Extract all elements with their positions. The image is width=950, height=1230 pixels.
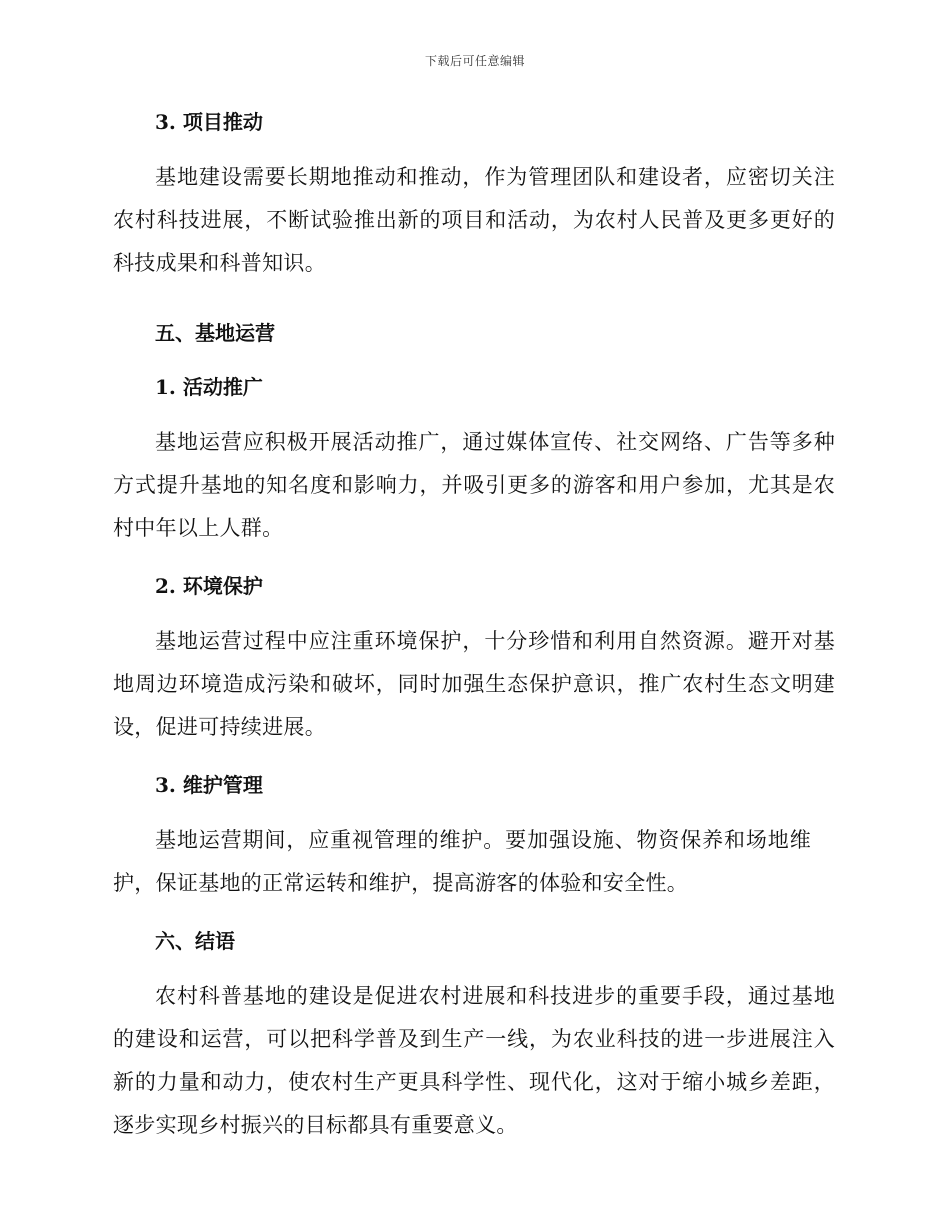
section-paragraph: 农村科普基地的建设是促进农村进展和科技进步的重要手段，通过基地的建设和运营，可以把科学普及到生产一线，为农业科技的进一步进展注入新的力量和动力，使农村生产更具科学性、现代化，这对于缩小城乡差距，逐步实现乡村振兴的目标都具有重要意义。 [113, 984, 835, 1137]
chapter-heading: 五、基地运营 [155, 321, 275, 345]
section-conclusion [113, 927, 835, 1147]
section-paragraph: 基地运营期间，应重视管理的维护。要加强设施、物资保养和场地维护，保证基地的正常运转和维护，提高游客的体验和安全性。 [113, 828, 811, 895]
chapter-heading: 六、结语 [155, 929, 235, 953]
section-maintenance [113, 771, 835, 905]
section-heading: 2. 环境保护 [155, 574, 263, 598]
section-paragraph: 基地运营应积极开展活动推广，通过媒体宣传、社交网络、广告等多种方式提升基地的知名度和影响力，并吸引更多的游客和用户参加，尤其是农村中年以上人群。 [113, 430, 835, 540]
section-activity-promotion [113, 373, 835, 550]
document-body [113, 108, 835, 1147]
page-header: 下载后可任意编辑 [424, 54, 525, 68]
section-heading: 3. 项目推动 [155, 110, 263, 134]
section-project-promotion [113, 108, 835, 285]
section-paragraph: 基地运营过程中应注重环境保护，十分珍惜和利用自然资源。避开对基地周边环境造成污染和破坏，同时加强生态保护意识，推广农村生态文明建设，促进可持续进展。 [113, 629, 835, 739]
section-base-operation [113, 319, 835, 347]
section-environment-protection [113, 572, 835, 749]
section-paragraph: 基地建设需要长期地推动和推动，作为管理团队和建设者，应密切关注农村科技进展，不断试验推出新的项目和活动，为农村人民普及更多更好的科技成果和科普知识。 [113, 165, 835, 275]
section-heading: 1. 活动推广 [155, 375, 263, 399]
section-heading: 3. 维护管理 [155, 773, 263, 797]
